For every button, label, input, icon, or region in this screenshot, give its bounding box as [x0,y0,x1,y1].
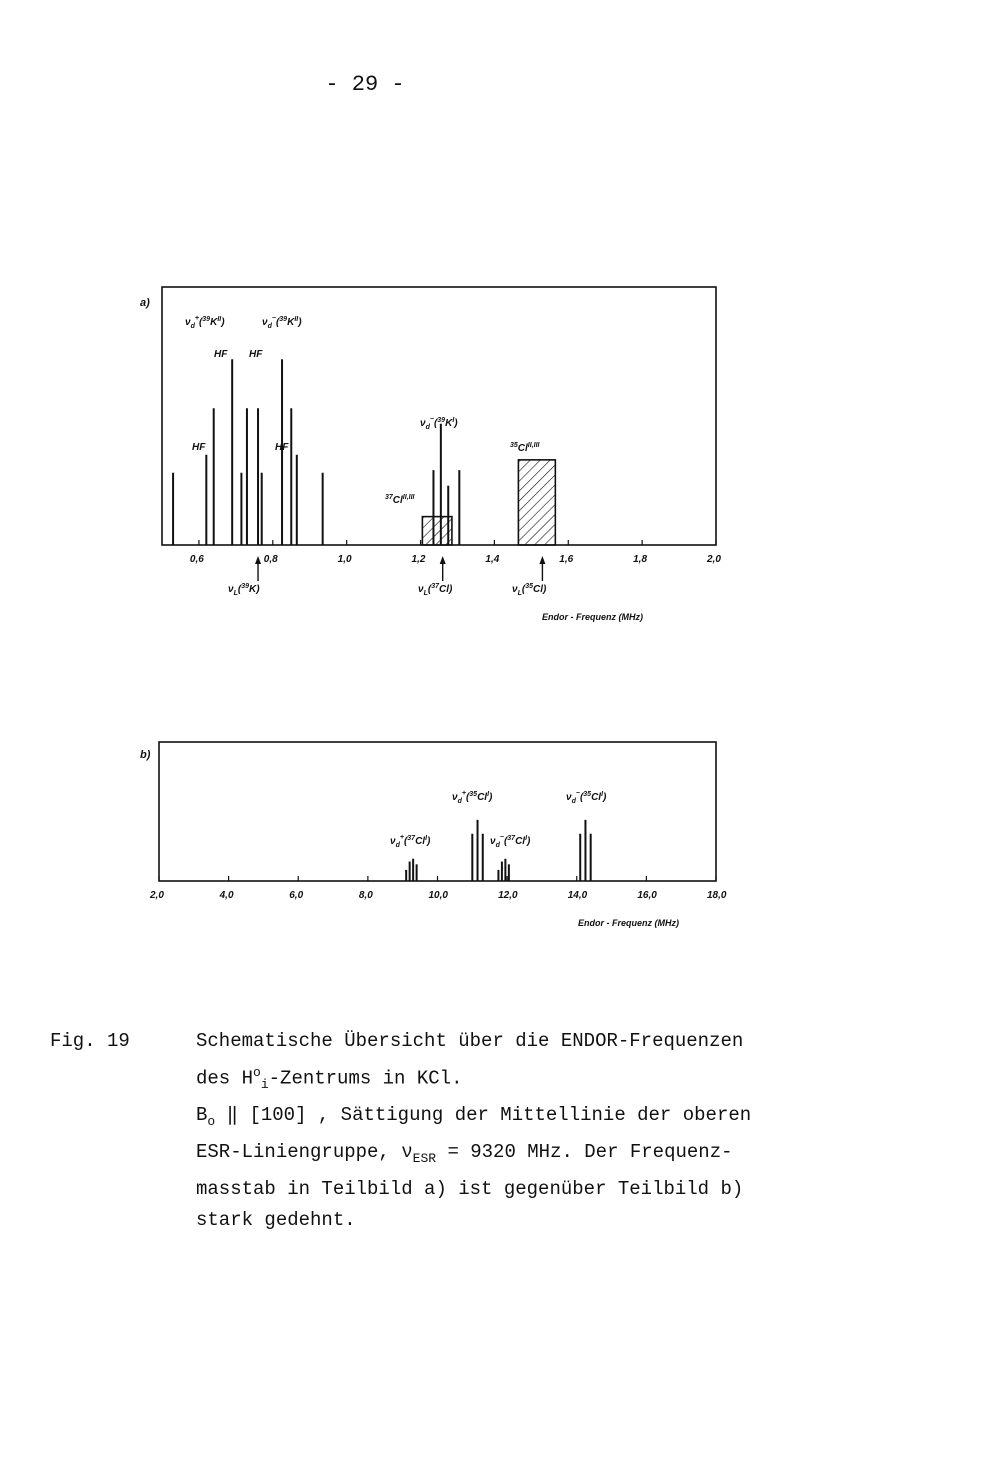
tick-label: 1,0 [337,554,352,565]
caption-line-3 [196,1100,886,1137]
annotation-nu-d-minus-37Cl: $\nu_d^-(^{37}Cl^I)$ [490,834,531,849]
annotation-nu-L-37Cl: $\nu_L(^{37}Cl)$ [418,583,453,597]
panel-a-ticks [190,540,721,565]
hatched-block [518,460,555,545]
tick-label: 6,0 [289,890,304,901]
tick-label: 10,0 [428,890,448,901]
caption-line-5: masstab in Teilbild a) ist gegenüber Teilbild b) [196,1177,744,1200]
caption-text: B [196,1104,208,1127]
annotation-nu-d-plus-37Cl: $\nu_d^+(^{37}Cl^I)$ [390,834,431,849]
tick-label: 12,0 [498,890,518,901]
tick-label: 16,0 [637,890,657,901]
page-number: - 29 - [325,72,405,97]
annotation-nu-L-35Cl: $\nu_L(^{35}Cl)$ [512,583,547,597]
tick-label: 4,0 [219,890,234,901]
annotation-37cl: $^{37}Cl^{II,III}$ [385,494,415,506]
panel-b-marks [406,820,591,881]
hf-label-4: HF [275,442,289,453]
annotation-nu-d-plus-35Cl: $\nu_d^+(^{35}Cl^I)$ [452,790,493,805]
caption-text: des H [196,1067,254,1090]
panel-b-label: b) [140,749,151,761]
tick-label: 1,4 [485,554,500,565]
caption-sub: i [260,1077,269,1093]
tick-label: 0,6 [189,554,204,565]
larmor-arrowhead [440,556,446,564]
tick-label: 18,0 [707,890,727,901]
panel-b-frame [159,742,716,881]
tick-label: 14,0 [567,890,588,901]
annotation-nu-L-39K: $\nu_L(^{39}K)$ [228,583,260,597]
tick-label: 1,6 [559,554,574,565]
tick-label: 8,0 [358,890,373,901]
caption-line-1: Schematische Übersicht über die ENDOR-Frequenzen [196,1030,744,1052]
figure-caption [196,1026,886,1236]
larmor-arrowhead [539,556,545,564]
annotation-nu-d-minus-35Cl: $\nu_d^-(^{35}Cl^I)$ [566,790,607,805]
figure-number: Fig. 19 [50,1030,130,1052]
annotation-nu-d-minus-39K: $\nu_d^-(^{39}K^{II})$ [262,315,302,330]
panel-a-x-axis-label: Endor - Frequenz (MHz) [542,612,643,622]
tick-label: 2,0 [707,554,721,565]
panel-a-label: a) [140,297,150,309]
hatched-block [422,517,452,545]
caption-line-6: stark gedehnt. [196,1208,356,1231]
panel-b-x-axis-label: Endor - Frequenz (MHz) [578,918,679,928]
panel-b-ticks [149,876,727,901]
panel-a-frame [162,287,716,545]
hf-label-2: HF [249,349,263,360]
hf-label-1: HF [214,349,228,360]
panel-a-marks [173,359,555,581]
larmor-arrowhead [255,556,261,564]
caption-line-2 [196,1057,886,1100]
annotation-35cl: $^{35}Cl^{II,III}$ [510,442,540,454]
caption-line-4 [196,1137,886,1174]
caption-sub: ESR [412,1150,437,1166]
caption-text: = 9320 MHz. Der Frequenz- [436,1140,733,1163]
annotation-nu-d-plus-39K: $\nu_d^+(^{39}K^{II})$ [185,315,225,330]
caption-sub: o [207,1113,216,1129]
tick-label: 2,0 [150,890,164,901]
caption-sup: o [253,1065,261,1080]
hf-label-3: HF [192,442,206,453]
tick-label: 1,8 [633,554,648,565]
panel-b-annotations [390,790,607,849]
annotation-nu-d-minus-39K-I: $\nu_d^-(^{39}K^I)$ [420,416,458,431]
tick-label: 0,8 [263,554,278,565]
caption-text: ‖ [100] , Sättigung der Mittellinie der oberen [215,1104,752,1127]
tick-label: 1,2 [411,554,426,565]
caption-text: ESR-Liniengruppe, ν [196,1140,413,1163]
caption-text: -Zentrums in KCl. [268,1067,463,1090]
